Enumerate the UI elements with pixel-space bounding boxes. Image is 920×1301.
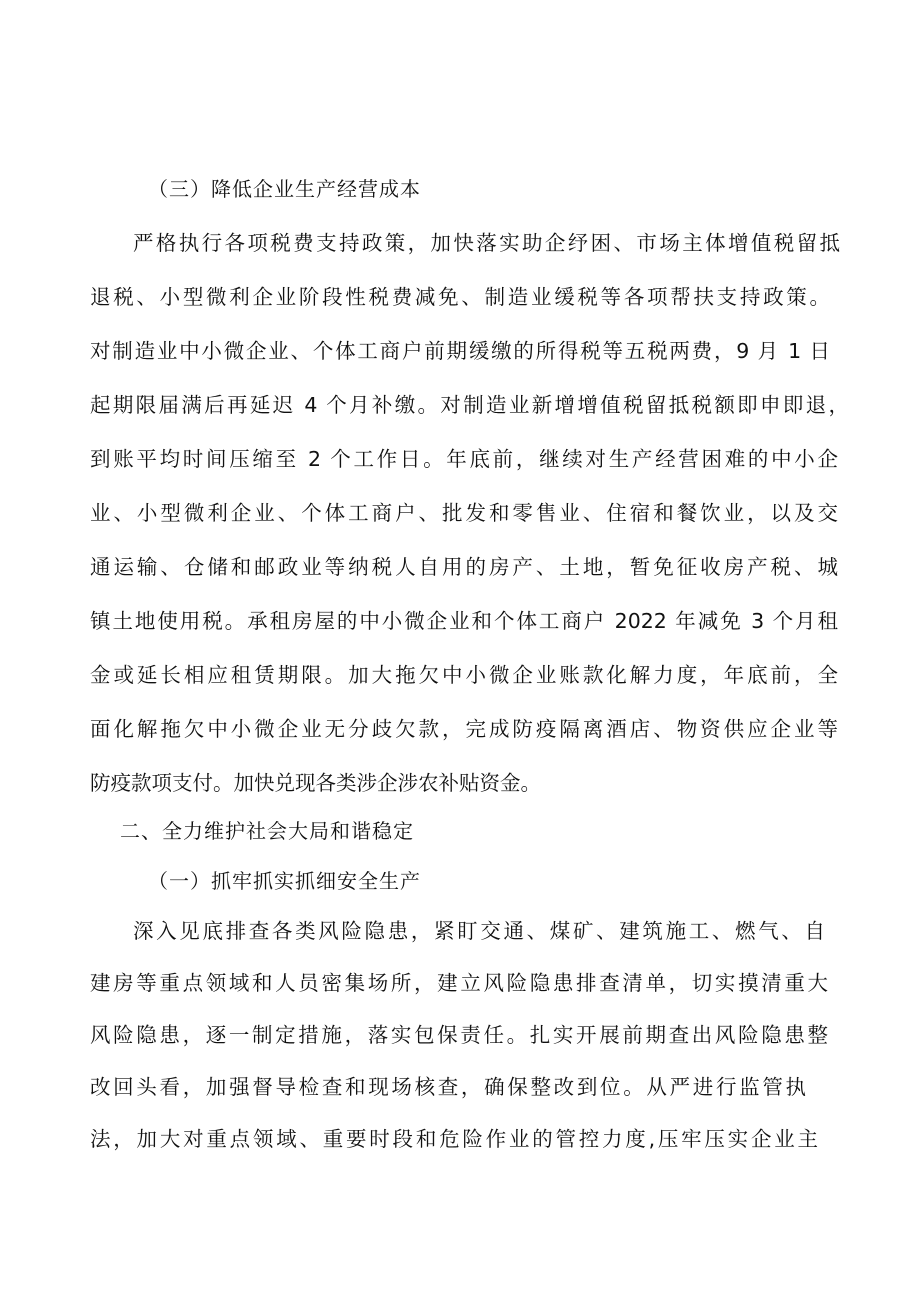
- paragraph-line: 严格执行各项税费支持政策，加快落实助企纾困、市场主体增值税留抵: [133, 231, 840, 255]
- paragraph-line: 业、小型微利企业、个体工商户、批发和零售业、住宿和餐饮业，以及交: [90, 501, 838, 525]
- paragraph-line: 对制造业中小微企业、个体工商户前期缓缴的所得税等五税两费，9 月 1 日: [90, 339, 830, 363]
- subsection-heading-work-safety: （一）抓牢抓实抓细安全生产: [148, 869, 421, 893]
- paragraph-line: 法，加大对重点领域、重要时段和危险作业的管控力度,压牢压实企业主: [90, 1127, 818, 1151]
- paragraph-line: 退税、小型微利企业阶段性税费减免、制造业缓税等各项帮扶支持政策。: [90, 285, 830, 309]
- paragraph-line: 金或延长相应租赁期限。加大拖欠中小微企业账款化解力度，年底前，全: [90, 663, 838, 687]
- section-heading-social-stability: 二、全力维护社会大局和谐稳定: [120, 819, 414, 843]
- paragraph-line: 面化解拖欠中小微企业无分歧欠款，完成防疫隔离酒店、物资供应企业等: [90, 717, 838, 741]
- paragraph-line: 到账平均时间压缩至 2 个工作日。年底前，继续对生产经营困难的中小企: [90, 447, 838, 471]
- paragraph-line: 风险隐患，逐一制定措施，落实包保责任。扎实开展前期查出风险隐患整: [90, 1023, 828, 1047]
- section-heading-reduce-costs: （三）降低企业生产经营成本: [148, 177, 421, 201]
- paragraph-line: 深入见底排查各类风险隐患，紧盯交通、煤矿、建筑施工、燃气、自: [133, 919, 825, 943]
- paragraph-line: 镇土地使用税。承租房屋的中小微企业和个体工商户 2022 年减免 3 个月租: [90, 609, 838, 633]
- paragraph-line: 建房等重点领域和人员密集场所，建立风险隐患排查清单，切实摸清重大: [90, 971, 828, 995]
- paragraph-line: 通运输、仓储和邮政业等纳税人自用的房产、土地，暂免征收房产税、城: [90, 555, 838, 579]
- paragraph-line: 防疫款项支付。加快兑现各类涉企涉农补贴资金。: [90, 771, 541, 795]
- paragraph-line: 起期限届满后再延迟 4 个月补缴。对制造业新增增值税留抵税额即申即退，: [90, 393, 849, 417]
- paragraph-line: 改回头看，加强督导检查和现场核查，确保整改到位。从严进行监管执: [90, 1075, 806, 1099]
